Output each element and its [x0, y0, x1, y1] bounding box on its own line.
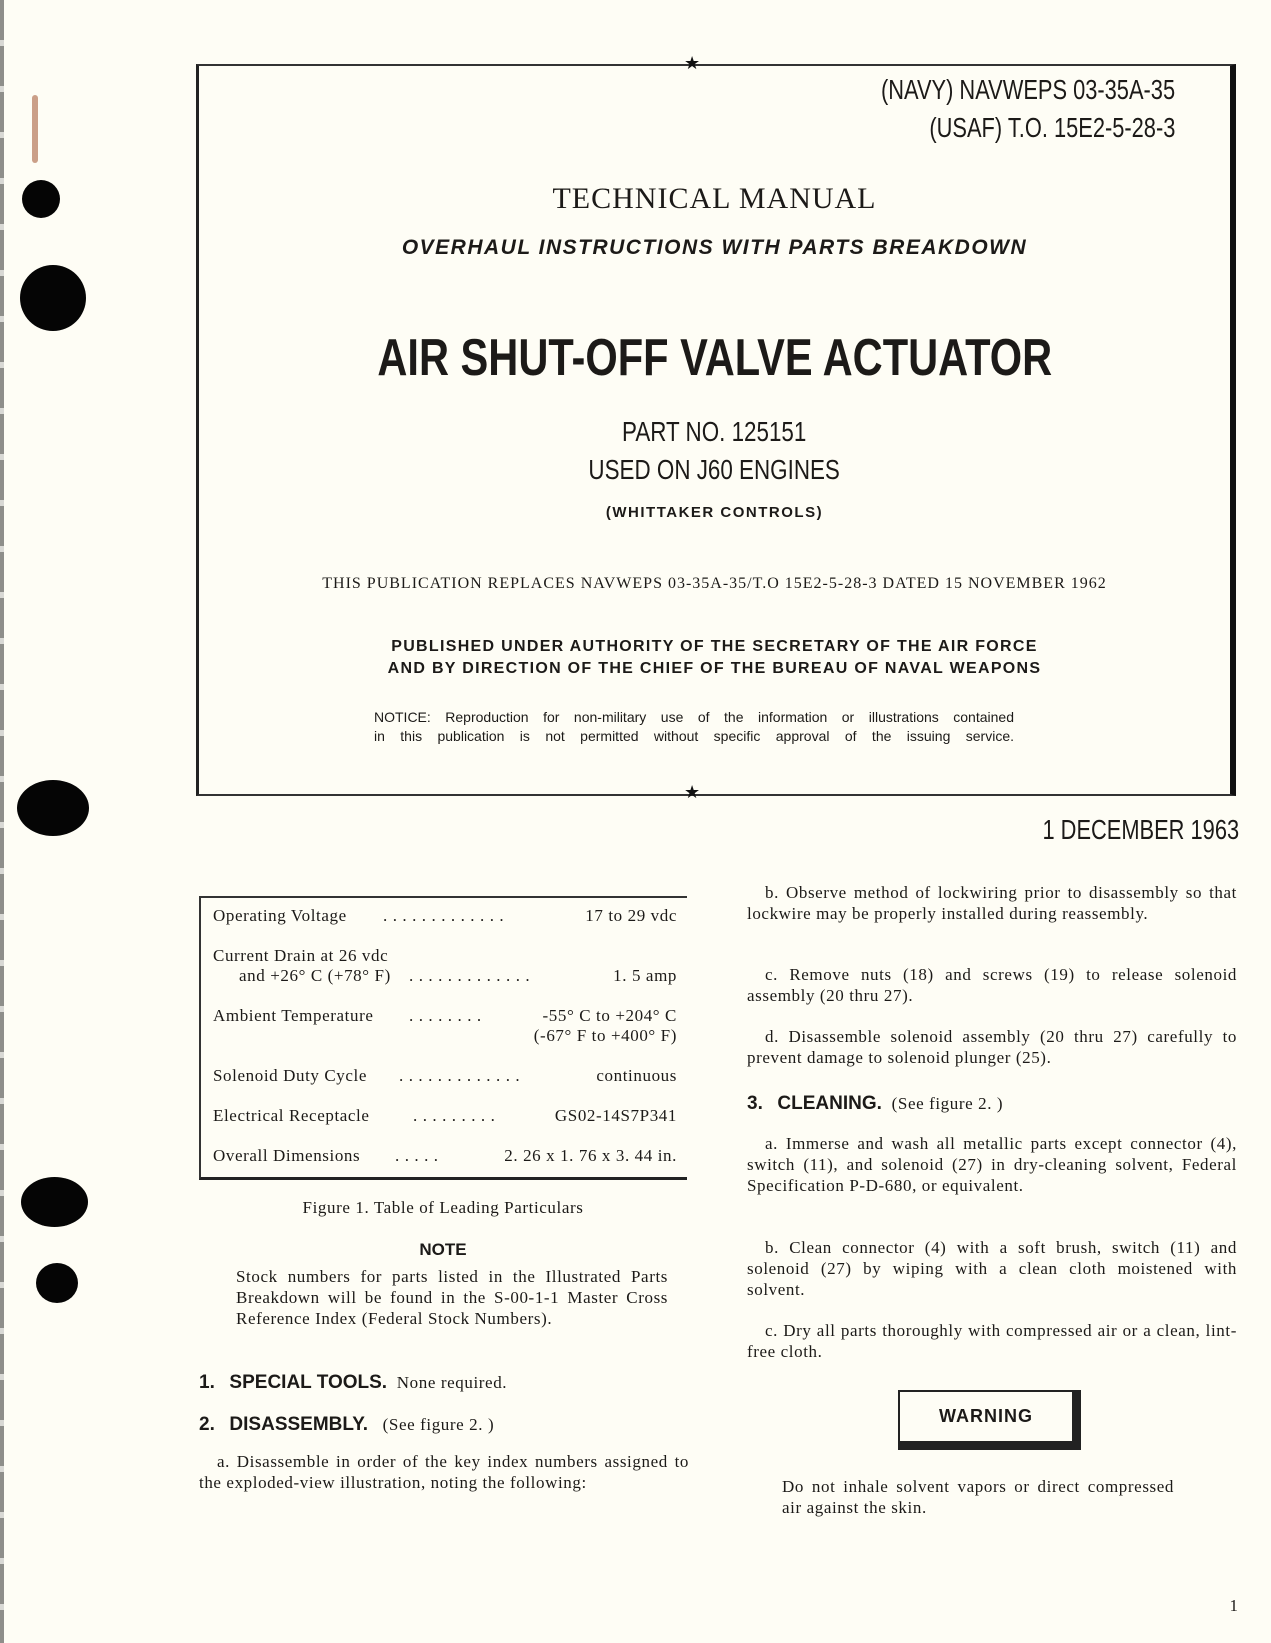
- particular-label: Operating Voltage: [213, 906, 347, 925]
- binder-hole: [17, 780, 89, 836]
- part-number-text: PART NO. 125151: [622, 416, 807, 447]
- authority-line-1: PUBLISHED UNDER AUTHORITY OF THE SECRETARY OF THE AIR FORCE: [391, 638, 1038, 655]
- usaf-publication-number: (USAF) T.O. 15E2-5-28-3: [929, 112, 1175, 143]
- leader-dots: . . . . . . . . . . . . .: [409, 966, 531, 985]
- step-text: a. Disassemble in order of the key index numbers assigned to the exploded-view illustration, noting the following:: [199, 1452, 689, 1492]
- particular-value: 17 to 29 vdc: [585, 906, 677, 925]
- section-number: 2.: [199, 1414, 215, 1435]
- section-heading: DISASSEMBLY.: [229, 1414, 369, 1435]
- step-text: c. Remove nuts (18) and screws (19) to release solenoid assembly (20 thru 27).: [747, 965, 1237, 1005]
- publication-date: 1 DECEMBER 1963: [1042, 814, 1239, 845]
- note-heading: NOTE: [419, 1240, 467, 1259]
- cleaning-step-a: [747, 1133, 1237, 1196]
- particular-row: [213, 966, 677, 986]
- binder-hole: [21, 1177, 88, 1227]
- section-text: None required.: [396, 1373, 508, 1392]
- part-number: [199, 416, 1230, 448]
- particular-value: GS02-14S7P341: [554, 1106, 677, 1125]
- doc-title-text: AIR SHUT-OFF VALVE ACTUATOR: [377, 329, 1052, 387]
- reproduction-notice: [374, 708, 1014, 746]
- star-icon: ★: [684, 782, 701, 803]
- leader-dots: . . . . . . . . . . . . .: [399, 1066, 521, 1085]
- navy-publication-number: (NAVY) NAVWEPS 03-35A-35: [880, 74, 1175, 105]
- disassembly-step-a: [199, 1451, 689, 1493]
- used-on-text: USED ON J60 ENGINES: [588, 454, 841, 485]
- particular-label: Overall Dimensions: [213, 1146, 361, 1165]
- title-frame: [196, 53, 1236, 803]
- particular-value: continuous: [596, 1066, 677, 1085]
- section-heading: SPECIAL TOOLS.: [229, 1372, 388, 1393]
- cleaning-step-c: [747, 1320, 1237, 1362]
- cleaning-step-b: [747, 1237, 1237, 1300]
- particular-label: Solenoid Duty Cycle: [213, 1066, 367, 1085]
- particular-row: [213, 1026, 677, 1046]
- particular-row: [213, 1146, 677, 1166]
- binder-edge: [0, 0, 4, 1643]
- section-cleaning: [747, 1093, 1003, 1115]
- step-text: b. Observe method of lockwiring prior to disassembly so that lockwire may be properly installed during reassembly.: [747, 883, 1237, 923]
- replaces-notice: THIS PUBLICATION REPLACES NAVWEPS 03-35A-35/T.O 15E2-5-28-3 DATED 15 NOVEMBER 1962: [322, 575, 1107, 592]
- particular-label: Electrical Receptacle: [213, 1106, 370, 1125]
- particular-row: [213, 906, 677, 926]
- particular-value: 1. 5 amp: [613, 966, 677, 985]
- particular-label-cont: and +26° C (+78° F): [239, 966, 391, 985]
- paper-stain: [32, 95, 38, 163]
- binder-hole: [22, 180, 60, 218]
- particular-row: [213, 1106, 677, 1126]
- note-body: Stock numbers for parts listed in the Illustrated Parts Breakdown will be found in the S-00-1-1 Master Cross Reference Index (Federal Stock Numbers).: [236, 1267, 668, 1328]
- section-number: 1.: [199, 1372, 215, 1393]
- figure-reference: (See figure 2. ): [382, 1415, 495, 1434]
- step-text: b. Clean connector (4) with a soft brush, switch (11) and solenoid (27) by wiping with a clean cloth moistened with solvent.: [747, 1238, 1237, 1299]
- doc-type: TECHNICAL MANUAL: [552, 182, 877, 215]
- section-number: 3.: [747, 1093, 763, 1114]
- binder-hole: [20, 265, 86, 331]
- manufacturer: (WHITTAKER CONTROLS): [605, 504, 824, 521]
- section-disassembly: [199, 1414, 494, 1436]
- leader-dots: . . . . . . . .: [409, 1006, 482, 1025]
- step-text: d. Disassemble solenoid assembly (20 thru 27) carefully to prevent damage to solenoid plunger (25).: [747, 1027, 1237, 1067]
- doc-title: [199, 328, 1230, 388]
- leader-dots: . . . . . . . . . . . . .: [383, 906, 505, 925]
- particular-row: [213, 1066, 677, 1086]
- warning-box: WARNING: [898, 1390, 1081, 1450]
- binder-hole: [36, 1263, 78, 1303]
- particular-value: -55° C to +204° C: [542, 1006, 677, 1025]
- figure-caption: Figure 1. Table of Leading Particulars: [302, 1198, 584, 1217]
- page-number: 1: [1229, 1596, 1238, 1615]
- step-text: a. Immerse and wash all metallic parts except connector (4), switch (11), and solenoid (27) in dry-cleaning solvent, Federal Specification P-D-680, or equivalent.: [747, 1134, 1237, 1195]
- figure-reference: (See figure 2. ): [891, 1094, 1004, 1113]
- particular-row: [213, 946, 677, 966]
- authority-line-2: AND BY DIRECTION OF THE CHIEF OF THE BUREAU OF NAVAL WEAPONS: [387, 660, 1042, 677]
- section-heading: CLEANING.: [777, 1093, 882, 1114]
- leader-dots: . . . . .: [395, 1146, 439, 1165]
- warning-text: Do not inhale solvent vapors or direct compressed air against the skin.: [782, 1477, 1174, 1517]
- section-special-tools: [199, 1372, 507, 1394]
- particular-value-cont: (-67° F to +400° F): [533, 1026, 677, 1045]
- doc-subtitle: OVERHAUL INSTRUCTIONS WITH PARTS BREAKDOWN: [401, 236, 1028, 259]
- leading-particulars-table: [199, 896, 687, 1180]
- disassembly-step-b: [747, 882, 1237, 924]
- star-icon: ★: [684, 53, 701, 74]
- leader-dots: . . . . . . . . .: [413, 1106, 496, 1125]
- notice-line-1: NOTICE: Reproduction for non-military use of the information or illustrations contained: [374, 709, 1014, 725]
- particular-value: 2. 26 x 1. 76 x 3. 44 in.: [504, 1146, 677, 1165]
- notice-line-2: in this publication is not permitted without specific approval of the issuing service.: [374, 728, 1014, 744]
- particular-label: Current Drain at 26 vdc: [213, 946, 389, 965]
- particular-label: Ambient Temperature: [213, 1006, 374, 1025]
- particular-row: [213, 1006, 677, 1026]
- used-on: [199, 454, 1230, 486]
- step-text: c. Dry all parts thoroughly with compressed air or a clean, lint-free cloth.: [747, 1321, 1237, 1361]
- disassembly-step-d: [747, 1026, 1237, 1068]
- disassembly-step-c: [747, 964, 1237, 1006]
